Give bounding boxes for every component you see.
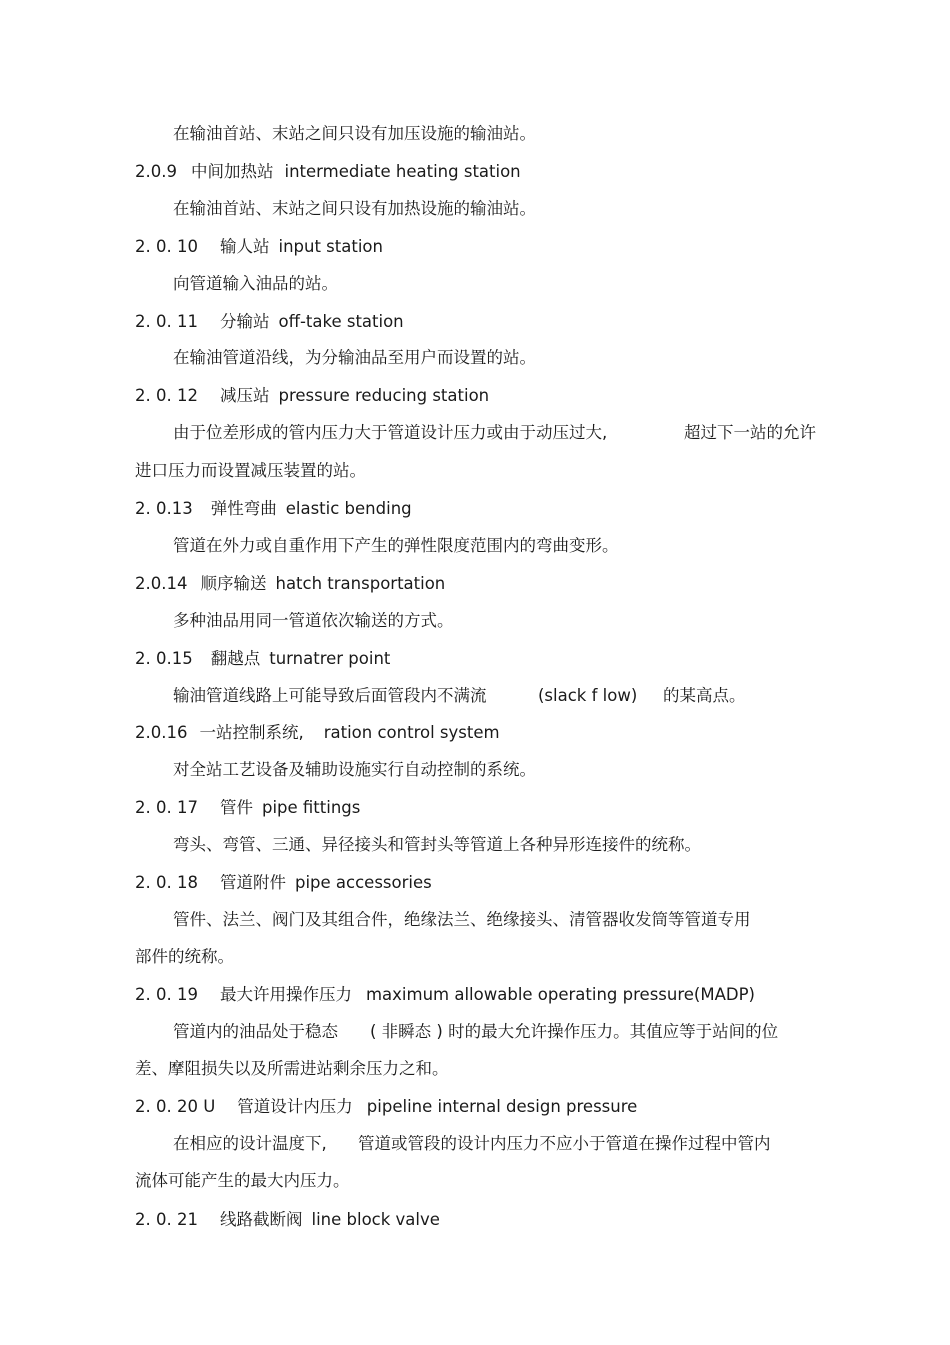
term-chinese: 线路截断阀 bbox=[219, 1210, 303, 1229]
body-line bbox=[173, 198, 536, 220]
term-english: input station bbox=[278, 237, 383, 256]
term-chinese: 翻越点 bbox=[210, 649, 261, 668]
term-chinese: 分输站 bbox=[219, 312, 270, 331]
body-text: 进口压力而设置减压装置的站。 bbox=[135, 461, 366, 480]
body-line bbox=[135, 946, 234, 968]
body-text: 在输油首站、末站之间只设有加热设施的输油站。 bbox=[173, 199, 536, 218]
body-line bbox=[538, 685, 637, 707]
body-text: 多种油品用同一管道依次输送的方式。 bbox=[173, 611, 454, 630]
body-line bbox=[173, 759, 536, 781]
body-line bbox=[173, 685, 487, 707]
body-text: (slack f low) bbox=[538, 686, 638, 705]
term-english: off-take station bbox=[278, 312, 404, 331]
body-text: 对全站工艺设备及辅助设施实行自动控制的系统。 bbox=[173, 760, 536, 779]
body-text: 向管道输入油品的站。 bbox=[173, 274, 338, 293]
term-number: 2. 0.15 bbox=[135, 649, 193, 668]
body-line bbox=[173, 834, 701, 856]
term-chinese: 管件 bbox=[219, 798, 253, 817]
body-text: ( 非瞬态 ) 时的最大允许操作压力。其值应等于站间的位 bbox=[370, 1022, 779, 1041]
term-chinese: 管道设计内压力 bbox=[237, 1097, 353, 1116]
term-english: pipe fittings bbox=[261, 798, 361, 817]
term-heading bbox=[135, 498, 412, 520]
body-text: 由于位差形成的管内压力大于管道设计压力或由于动压过大, bbox=[173, 423, 608, 442]
term-english: elastic bending bbox=[285, 499, 412, 518]
body-text: 管件、法兰、阀门及其组合件，绝缘法兰、绝缘接头、清管器收发筒等管道专用 bbox=[173, 910, 751, 929]
term-heading bbox=[135, 573, 445, 595]
body-text: 管道内的油品处于稳态 bbox=[173, 1022, 338, 1041]
body-line bbox=[173, 909, 751, 931]
term-english: intermediate heating station bbox=[284, 162, 521, 181]
body-line bbox=[173, 347, 536, 369]
body-line bbox=[135, 1058, 449, 1080]
term-english: ration control system bbox=[323, 723, 500, 742]
body-text: 部件的统称。 bbox=[135, 947, 234, 966]
body-text: 流体可能产生的最大内压力。 bbox=[135, 1171, 350, 1190]
body-line bbox=[370, 1021, 778, 1043]
term-heading bbox=[135, 722, 500, 744]
term-chinese: 弹性弯曲 bbox=[210, 499, 277, 518]
body-line bbox=[173, 1133, 327, 1155]
term-number: 2. 0.13 bbox=[135, 499, 193, 518]
term-heading bbox=[135, 984, 755, 1006]
term-number: 2. 0. 19 bbox=[135, 985, 198, 1004]
term-chinese: 减压站 bbox=[219, 386, 270, 405]
term-heading bbox=[135, 161, 521, 183]
term-chinese: 顺序输送 bbox=[200, 574, 267, 593]
term-english: hatch transportation bbox=[275, 574, 446, 593]
body-text: 管道在外力或自重作用下产生的弹性限度范围内的弯曲变形。 bbox=[173, 536, 619, 555]
term-english: pressure reducing station bbox=[278, 386, 490, 405]
term-heading bbox=[135, 872, 432, 894]
body-line bbox=[135, 1170, 350, 1192]
term-chinese: 管道附件 bbox=[219, 873, 286, 892]
term-heading bbox=[135, 797, 360, 819]
body-line bbox=[173, 422, 607, 444]
body-line bbox=[684, 422, 816, 444]
term-number: 2. 0. 20 U bbox=[135, 1097, 216, 1116]
term-heading bbox=[135, 236, 383, 258]
term-number: 2. 0. 11 bbox=[135, 312, 198, 331]
term-heading bbox=[135, 385, 489, 407]
body-line bbox=[173, 610, 454, 632]
term-heading bbox=[135, 1096, 637, 1118]
term-number: 2. 0. 12 bbox=[135, 386, 198, 405]
body-line bbox=[358, 1133, 771, 1155]
body-text: 在输油首站、末站之间只设有加压设施的输油站。 bbox=[173, 124, 536, 143]
term-number: 2. 0. 10 bbox=[135, 237, 198, 256]
term-number: 2. 0. 21 bbox=[135, 1210, 198, 1229]
term-english: maximum allowable operating pressure(MADP) bbox=[365, 985, 755, 1004]
body-text: 在相应的设计温度下, bbox=[173, 1134, 327, 1153]
body-text: 输油管道线路上可能导致后面管段内不满流 bbox=[173, 686, 487, 705]
term-number: 2.0.16 bbox=[135, 723, 188, 742]
term-heading bbox=[135, 648, 390, 670]
term-number: 2.0.9 bbox=[135, 162, 177, 181]
body-text: 超过下一站的允许 bbox=[684, 423, 816, 442]
term-number: 2.0.14 bbox=[135, 574, 188, 593]
term-english: pipe accessories bbox=[294, 873, 432, 892]
term-chinese: 输人站 bbox=[219, 237, 270, 256]
body-line bbox=[135, 460, 366, 482]
term-chinese: 最大许用操作压力 bbox=[219, 985, 352, 1004]
term-english: turnatrer point bbox=[269, 649, 391, 668]
term-english: line block valve bbox=[311, 1210, 440, 1229]
body-text: 差、摩阻损失以及所需进站剩余压力之和。 bbox=[135, 1059, 449, 1078]
body-line bbox=[663, 685, 746, 707]
body-line bbox=[173, 123, 536, 145]
body-text: 的某高点。 bbox=[663, 686, 746, 705]
term-chinese: 中间加热站 bbox=[190, 162, 274, 181]
body-text: 弯头、弯管、三通、异径接头和管封头等管道上各种异形连接件的统称。 bbox=[173, 835, 701, 854]
body-line bbox=[173, 273, 338, 295]
body-text: 管道或管段的设计内压力不应小于管道在操作过程中管内 bbox=[358, 1134, 771, 1153]
term-number: 2. 0. 17 bbox=[135, 798, 198, 817]
term-number: 2. 0. 18 bbox=[135, 873, 198, 892]
body-line bbox=[173, 1021, 338, 1043]
body-text: 在输油管道沿线，为分输油品至用户而设置的站。 bbox=[173, 348, 536, 367]
term-heading bbox=[135, 1209, 440, 1231]
term-chinese: 一站控制系统, bbox=[199, 723, 304, 742]
term-english: pipeline internal design pressure bbox=[366, 1097, 638, 1116]
body-line bbox=[173, 535, 619, 557]
term-heading bbox=[135, 311, 404, 333]
